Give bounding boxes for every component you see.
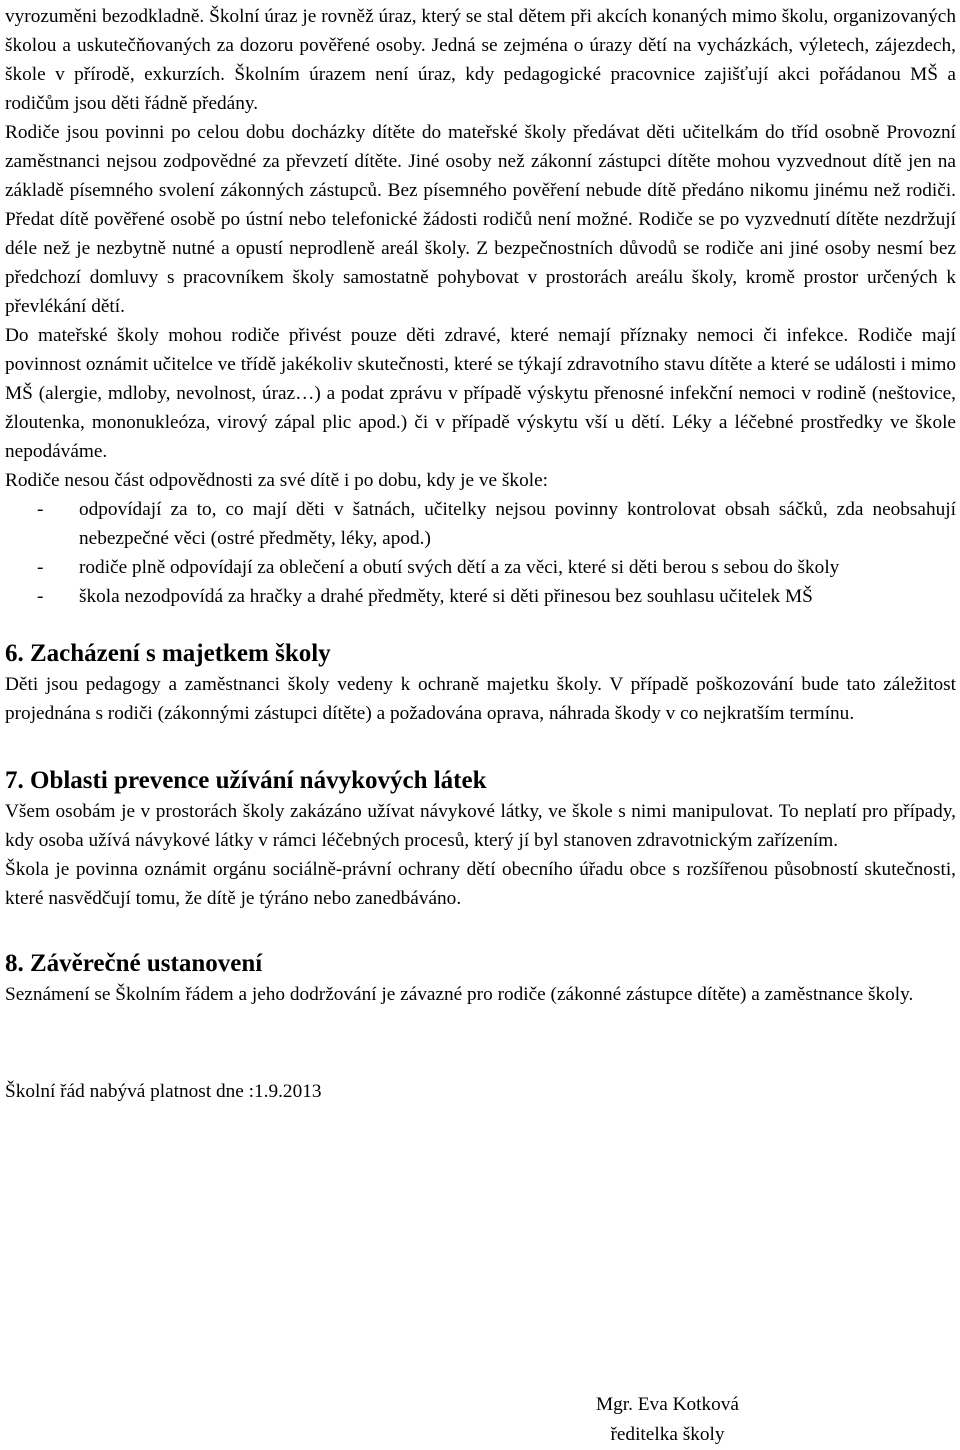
signature-block: [596, 1390, 739, 1450]
paragraph-health-condition: Do mateřské školy mohou rodiče přivést pouze děti zdravé, které nemají příznaky nemoci či infekce. Rodiče mají povinnost oznámit učitelce ve třídě jakékoliv skutečnosti, které se týkají zdravotního stavu dítěte a které se události i mimo MŠ (alergie, mdloby, nevolnost, úraz…) a podat zprávu v případě výskytu přenosné infekční nemoci v rodině (neštovice, žloutenka, mononukleóza, virový zápal plic apod.) či v případě výskytu vší u dětí. Léky a léčebné prostředky ve škole nepodáváme.: [5, 325, 956, 462]
spacer: [5, 611, 956, 638]
list-item: [5, 582, 956, 611]
section-8-paragraph: Seznámení se Školním řádem a jeho dodržování je závazné pro rodiče (zákonné zástupce dítěte) a zaměstnance školy.: [5, 984, 914, 1005]
section-8-heading: 8. Závěrečné ustanovení: [5, 950, 263, 977]
list-item-text: rodiče plně odpovídají za oblečení a obutí svých dětí a za věci, které si děti berou s sebou do školy: [79, 557, 840, 578]
list-bullet: -: [37, 586, 44, 607]
signature-name: Mgr. Eva Kotková: [596, 1394, 739, 1415]
section-6-paragraph: Děti jsou pedagogy a zaměstnanci školy vedeny k ochraně majetku školy. V případě poškozování bude tato záležitost projednána s rodiči (zákonnými zástupci dítěte) a požadována oprava, náhrada škody v co nejkratším termínu.: [5, 674, 956, 724]
list-bullet: -: [37, 499, 44, 520]
list-item-text: odpovídají za to, co mají děti v šatnách, učitelky nejsou povinny kontrolovat obsah sáčků, zda neobsahují nebezpečné věci (ostré předměty, léky, apod.): [79, 499, 956, 549]
paragraph-child-handover: Rodiče jsou povinni po celou dobu docházky dítěte do mateřské školy předávat děti učitelkám do tříd osobně Provozní zaměstnanci nejsou zodpovědné za převzetí dítěte. Jiné osoby než zákonní zástupci dítěte mohou vyzvednout dítě jen na základě písemného svolení zákonných zástupců. Bez písemného pověření nebude dítě předáno nikomu jinému než rodiči. Předat dítě pověřené osobě po ústní nebo telefonické žádosti rodičů není možné. Rodiče se po vyzvednutí dítěte nezdržují déle než je nezbytně nutné a opustí neprodleně areál školy. Z bezpečnostních důvodů se rodiče ani jiné osoby nesmí bez předchozí domluvy s pracovníkem školy samostatně pohybovat v prostorách areálu školy, kromě prostor určených k převlékání dětí.: [5, 122, 956, 317]
spacer: [5, 913, 956, 948]
validity-statement: Školní řád nabývá platnost dne :1.9.2013: [5, 1081, 322, 1102]
signature-role: ředitelka školy: [610, 1424, 725, 1445]
list-item: [5, 495, 956, 553]
list-item-text: škola nezodpovídá za hračky a drahé předměty, které si děti přinesou bez souhlasu učitelek MŠ: [79, 586, 813, 607]
section-7-heading: 7. Oblasti prevence užívání návykových látek: [5, 767, 487, 794]
paragraph-school-injury: vyrozuměni bezodkladně. Školní úraz je rovněž úraz, který se stal dětem při akcích konaných mimo školu, organizovaných školou a uskutečňovaných za dozoru pověřené osoby. Jedná se zejména o úrazy dětí na vycházkách, výletech, zájezdech, škole v přírodě, exkurzích. Školním úrazem není úraz, kdy pedagogické pracovnice zajišťují akci pořádanou MŠ a rodičům jsou děti řádně předány.: [5, 6, 956, 114]
list-bullet: -: [37, 557, 44, 578]
document-body: [5, 2, 956, 1106]
list-item: [5, 553, 956, 582]
spacer: [5, 728, 956, 765]
responsibility-list: [5, 495, 956, 611]
section-7-paragraph: Všem osobám je v prostorách školy zakázáno užívat návykové látky, ve škole s nimi manipulovat. To neplatí pro případy, kdy osoba užívá návykové látky v rámci léčebných procesů, který jí byl stanoven zdravotnickým zařízením.: [5, 801, 956, 851]
section-6-heading: 6. Zacházení s majetkem školy: [5, 640, 331, 667]
paragraph-parent-responsibility: Rodiče nesou část odpovědnosti za své dítě i po dobu, kdy je ve škole:: [5, 470, 548, 491]
section-7-paragraph: Škola je povinna oznámit orgánu sociálně-právní ochrany dětí obecního úřadu obce s rozšířenou působností skutečnosti, které nasvědčují tomu, že dítě je týráno nebo zanedbáváno.: [5, 859, 956, 909]
